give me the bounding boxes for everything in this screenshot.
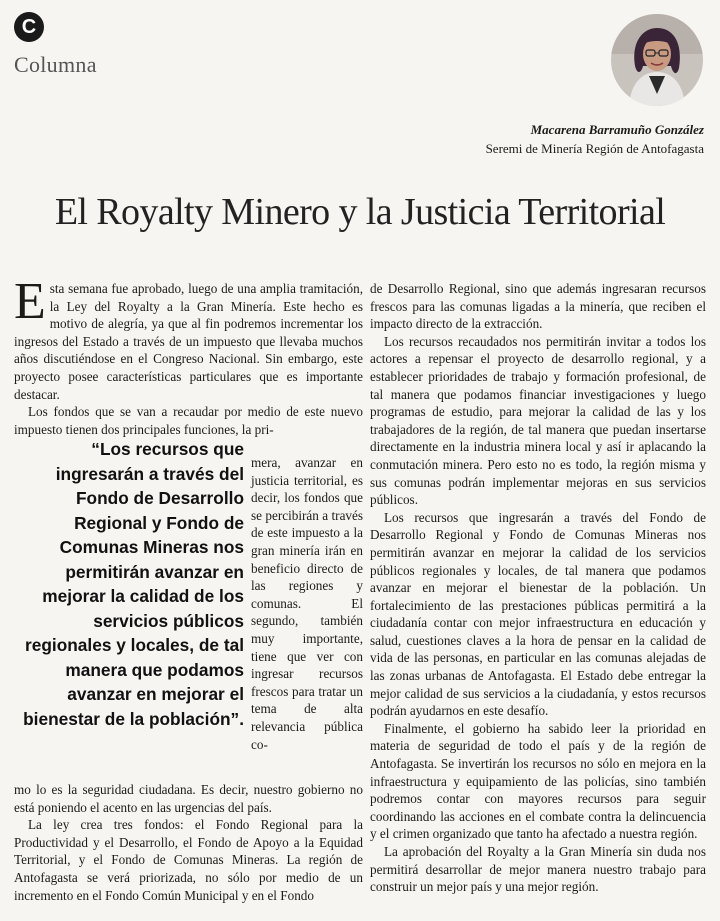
drop-cap: E [14,273,46,330]
paragraph-2-middle: mera, avanzar en justicia territorial, es decir, los fondos que se percibirán a través de este impuesto a la gran minería irán en beneficio directo de las regiones y comunas. El segundo, también muy importante, tiene que ver con ingresar recursos frescos para tratar un tema de alta relevancia pública co- [251,455,363,752]
author-role: Seremi de Minería Región de Antofagasta [485,141,704,156]
paragraph-6: Finalmente, el gobierno ha sabido leer la prioridad en materia de seguridad de todo el país y de la región de Antofagasta. Se invertirán los recursos no sólo en mejora en la infraestructura y equipamiento de las policías, sino también podremos contar con mayores recursos para seguir coordinando las acciones en el combate contra la delincuencia y el crimen organizado que tanto ha afectado a nuestra región. [370,720,706,842]
paragraph-3-continued: de Desarrollo Regional, sino que además ingresaran recursos frescos para las comunas ligadas a la minería, que reciben el impacto directo de la extracción. [370,281,706,332]
right-column [370,280,706,896]
left-column-top [14,273,363,438]
paragraph-3: La ley crea tres fondos: el Fondo Regional para la Productividad y el Desarrollo, el Fondo de Apoyo a la Equidad Territorial, y el Fondo de Comunas Mineras. La región de Antofagasta se verá priorizada, no sólo por medio de un incremento en el Fondo Común Municipal y en el Fondo [14,817,363,903]
author-portrait-icon [611,14,703,106]
paragraph-2-start: Los fondos que se van a recaudar por medio de este nuevo impuesto tienen dos principales funciones, la pri- [14,404,363,437]
section-label: Columna [14,52,97,77]
paragraph-2-end: mo lo es la seguridad ciudadana. Es decir, nuestro gobierno no está poniendo el acento en las urgencias del país. [14,782,363,815]
column-badge: C [14,12,44,42]
left-column-bottom [14,781,363,904]
author-name: Macarena Barramuño González [530,122,704,137]
paragraph-5: Los recursos que ingresarán a través del Fondo de Desarrollo Regional y Fondo de Comunas Mineras nos permitirán avanzar en mejorar la calidad de los servicios públicos regionales y locales, de tal manera que podamos avanzar en mejorar el bienestar de la población. Un fortalecimiento de las prestaciones públicas permitirá a la ciudadanía contar con mejor infraestructura en educación y salud, cuestiones claves a la hora de pensar en la calidad de vida de las personas, en particular en las comunas alejadas de las zonas urbanas de Antofagasta. El Estado debe entregar la mejor calidad de sus servicios a la ciudadanía, y estos recursos podrán ayudarnos en este desafío. [370,509,706,719]
narrow-column [251,454,363,753]
paragraph-1 [14,273,363,403]
article-headline: El Royalty Minero y la Justicia Territorial [54,191,666,233]
author-block [486,120,704,158]
paragraph-4: Los recursos recaudados nos permitirán invitar a todos los actores a repensar el proyecto de desarrollo regional, y a establecer prioridades de trabajo y formación profesional, de tal manera que podamos financiar investigaciones y luego programas de estudio, para mejorar la calidad de las y los trabajadores de la región, de tal manera que puedan insertarse directamente en la industria minera local y así ir aplacando la conmutación minera. Pero esto no es todo, la región misma y sus comunas podrán implementar mejoras en sus servicios públicos. [370,333,706,508]
paragraph-1-text: sta semana fue aprobado, luego de una amplia tramitación, la Ley del Royalty a la Gran Minería. Este hecho es motivo de alegría, ya que al fin podremos incrementar los ingresos del Estado a través de un impuesto que llevaba muchos años discutiéndose en el Congreso Nacional. Sin embargo, este proyecto posee características particulares que es importante destacar. [14,281,363,402]
paragraph-7: La aprobación del Royalty a la Gran Minería sin duda nos permitirá desarrollar de mejor manera nuestro trabajo para construir un mejor país y una mejor región. [370,844,706,895]
pull-quote: “Los recursos que ingresarán a través del Fondo de Desarrollo Regional y Fondo de Comunas Mineras nos permitirán avanzar en mejorar la calidad de los servicios públicos regionales y locales, de tal manera que podamos avanzar en mejorar el bienestar de la población”. [23,439,244,729]
